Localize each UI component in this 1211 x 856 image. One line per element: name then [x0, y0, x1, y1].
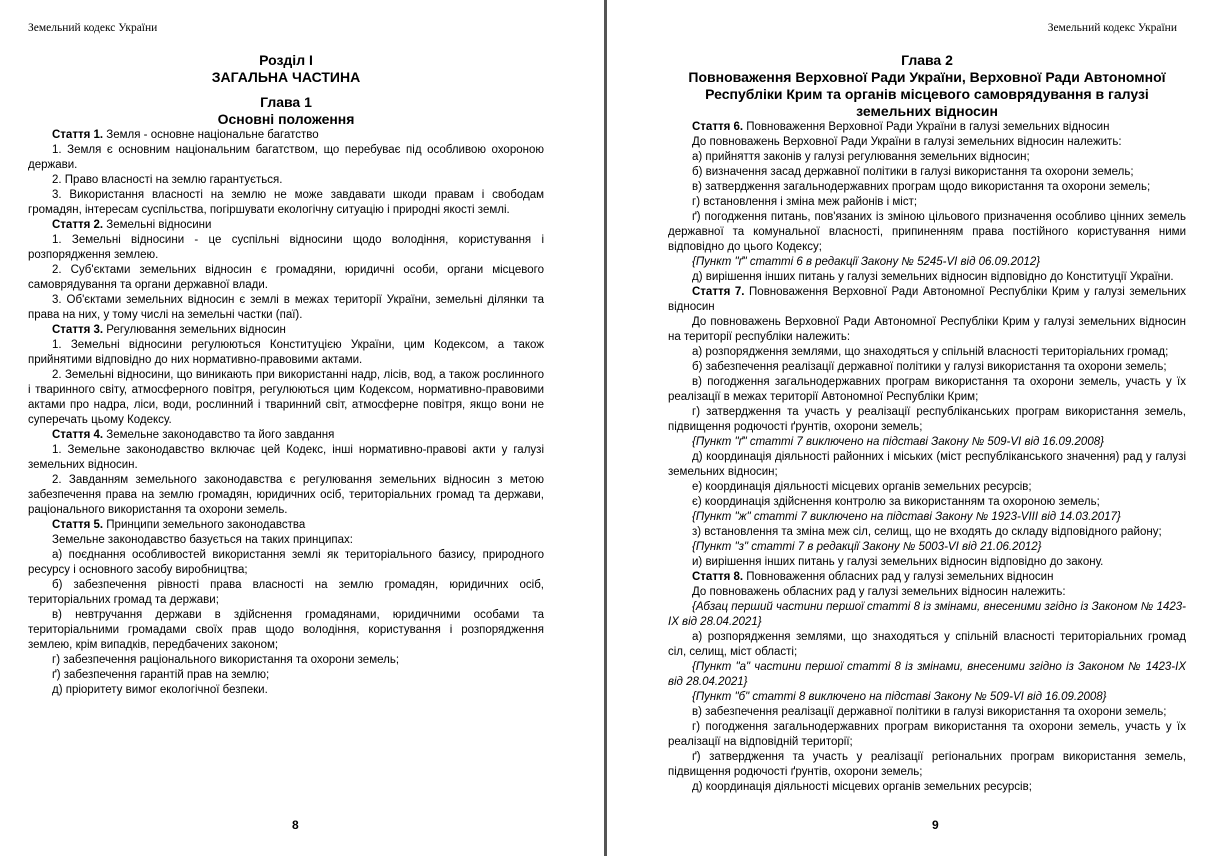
paragraph: 3. Об'єктами земельних відносин є землі в межах території України, земельні ділянки та права на них, у тому числі на земельні частки (паї).	[28, 294, 544, 321]
paragraph: 3. Використання власності на землю не може завдавати шкоди правам і свободам громадян, інтересам суспільства, погіршувати екологічну ситуацію і природні якості землі.	[28, 189, 544, 216]
article-heading	[28, 218, 544, 233]
amendment-note: {Пункт "з" статті 7 в редакції Закону № 5003-VI від 21.06.2012}	[692, 541, 1042, 553]
left-page-body	[28, 52, 544, 698]
paragraph: 1. Земельні відносини - це суспільні відносини щодо володіння, користування і розпорядження землею.	[28, 234, 544, 261]
paragraph: До повноважень обласних рад у галузі земельних відносин належить:	[692, 586, 1066, 598]
paragraph: є) координація здійснення контролю за використанням та охороною земель;	[692, 496, 1100, 508]
left-page	[0, 0, 604, 856]
paragraph: б) забезпечення рівності права власності на землю громадян, юридичних осіб, територіальних громад та держави;	[28, 579, 544, 606]
page-number: 8	[292, 818, 299, 832]
article-number: Стаття 8.	[692, 571, 744, 583]
paragraph: е) координація діяльності місцевих органів земельних ресурсів;	[692, 481, 1032, 493]
article-heading	[28, 323, 544, 338]
paragraph: ґ) затвердження та участь у реалізації регіональних програм використання земель, підвищення родючості ґрунтів, охорони земель;	[668, 751, 1186, 778]
article-title: Регулювання земельних відносин	[103, 324, 286, 336]
amendment-note: {Абзац перший частини першої статті 8 із змінами, внесеними згідно із Законом № 1423-IX від 28.04.2021}	[668, 601, 1186, 628]
running-head: Земельний кодекс України	[28, 22, 158, 34]
article-heading	[668, 285, 1186, 315]
article-number: Стаття 4.	[52, 429, 104, 441]
paragraph: в) затвердження загальнодержавних програм щодо використання та охорони земель;	[692, 181, 1151, 193]
chapter-title: Основні положення	[217, 111, 355, 127]
paragraph: д) вирішення інших питань у галузі земельних відносин відповідно до Конституції України.	[692, 271, 1174, 283]
paragraph: 2. Завданням земельного законодавства є регулювання земельних відносин з метою забезпечення права на землю громадян, юридичних осіб, територіальних громад та держави, раціонального використання та охорони земель.	[28, 474, 544, 516]
paragraph: б) забезпечення реалізації державної політики у галузі використання та охорони земель;	[692, 361, 1167, 373]
article-heading	[28, 518, 544, 533]
right-page-body	[668, 52, 1186, 795]
article-number: Стаття 5.	[52, 519, 104, 531]
amendment-note: {Пункт "ґ" статті 7 виключено на підставі Закону № 509-VI від 16.09.2008}	[692, 436, 1104, 448]
right-page	[607, 0, 1211, 856]
paragraph: д) координація діяльності місцевих органів земельних ресурсів;	[692, 781, 1032, 793]
paragraph: в) невтручання держави в здійснення громадянами, юридичними особами та територіальними громадами своїх прав щодо володіння, користування і розпорядження землею, крім випадків, передбачених законом;	[28, 609, 544, 651]
article-heading	[668, 120, 1186, 135]
amendment-note: {Пункт "а" частини першої статті 8 із змінами, внесеними згідно із Законом № 1423-IX від 28.04.2021}	[668, 661, 1186, 688]
chapter-heading: Глава 2	[901, 52, 953, 68]
paragraph: ґ) погодження питань, пов'язаних із зміною цільового призначення особливо цінних земель державної та комунальної власності, припиненням права постійного користування ними відповідно до цього Кодексу;	[668, 211, 1186, 253]
section-heading: Розділ І	[259, 52, 313, 68]
article-title: Повноваження Верховної Ради України в галузі земельних відносин	[743, 121, 1110, 133]
paragraph: 2. Право власності на землю гарантується.	[52, 174, 283, 186]
paragraph: 1. Земельні відносини регулюються Конституцією України, цим Кодексом, а також прийнятими відповідно до них нормативно-правовими актами.	[28, 339, 544, 366]
article-number: Стаття 3.	[52, 324, 104, 336]
paragraph: з) встановлення та зміна меж сіл, селищ, що не входять до складу відповідного району;	[692, 526, 1162, 538]
article-heading	[28, 128, 544, 143]
paragraph: До повноважень Верховної Ради України в галузі земельних відносин належить:	[692, 136, 1122, 148]
article-number: Стаття 2.	[52, 219, 104, 231]
paragraph: а) розпорядження землями, що знаходяться у спільній власності територіальних громад сіл, селищ, міст області;	[668, 631, 1186, 658]
article-number: Стаття 6.	[692, 121, 744, 133]
paragraph: г) погодження загальнодержавних програм використання та охорони земель, участь у їх реалізації на відповідній території;	[668, 721, 1186, 748]
article-title: Принципи земельного законодавства	[103, 519, 306, 531]
article-title: Повноваження обласних рад у галузі земельних відносин	[743, 571, 1054, 583]
paragraph: 2. Земельні відносини, що виникають при використанні надр, лісів, вод, а також рослинного і тваринного світу, атмосферного повітря, регулюються цим Кодексом, нормативно-правовими актами про надра, ліси, води, рослинний і тваринний світ, атмосферне повітря, якщо вони не суперечать цьому Кодексу.	[28, 369, 544, 426]
chapter-title: Повноваження Верховної Ради України, Верховної Ради Автономної Республіки Крим та органів місцевого самоврядування в галузі земельних відносин	[688, 69, 1166, 119]
paragraph: а) прийняття законів у галузі регулювання земельних відносин;	[692, 151, 1030, 163]
paragraph: а) розпорядження землями, що знаходяться у спільній власності територіальних громад;	[692, 346, 1169, 358]
paragraph: в) погодження загальнодержавних програм використання та охорони земель, участь у їх реалізації в межах території Автономної Республіки Крим;	[668, 376, 1186, 403]
paragraph: и) вирішення інших питань у галузі земельних відносин відповідно до закону.	[692, 556, 1104, 568]
paragraph: Земельне законодавство базується на таких принципах:	[52, 534, 353, 546]
paragraph: г) забезпечення раціонального використання та охорони земель;	[52, 654, 400, 666]
article-heading	[668, 570, 1186, 585]
article-title: Земельне законодавство та його завдання	[103, 429, 335, 441]
paragraph: а) поєднання особливостей використання землі як територіального базису, природного ресурсу і основного засобу виробництва;	[28, 549, 544, 576]
paragraph: 1. Земельне законодавство включає цей Кодекс, інші нормативно-правові акти у галузі земельних відносин.	[28, 444, 544, 471]
paragraph: г) затвердження та участь у реалізації республіканських програм використання земель, підвищення родючості ґрунтів, охорони земель;	[668, 406, 1186, 433]
article-title: Повноваження Верховної Ради Автономної Республіки Крим у галузі земельних відносин	[668, 286, 1187, 313]
paragraph: г) встановлення і зміна меж районів і міст;	[692, 196, 918, 208]
part-heading: ЗАГАЛЬНА ЧАСТИНА	[211, 69, 361, 85]
paragraph: в) забезпечення реалізації державної політики в галузі використання та охорони земель;	[692, 706, 1167, 718]
article-number: Стаття 1.	[52, 129, 104, 141]
paragraph: До повноважень Верховної Ради Автономної Республіки Крим у галузі земельних відносин на території республіки належить:	[668, 316, 1186, 343]
article-heading	[28, 428, 544, 443]
paragraph: д) пріоритету вимог екологічної безпеки.	[52, 684, 268, 696]
amendment-note: {Пункт "ґ" статті 6 в редакції Закону № 5245-VI від 06.09.2012}	[692, 256, 1041, 268]
article-title: Земля - основне національне багатство	[103, 129, 319, 141]
paragraph: 2. Суб'єктами земельних відносин є громадяни, юридичні особи, органи місцевого самоврядування та органи державної влади.	[28, 264, 544, 291]
article-text	[28, 128, 544, 698]
paragraph: ґ) забезпечення гарантій прав на землю;	[52, 669, 270, 681]
page-number: 9	[932, 818, 939, 832]
article-title: Земельні відносини	[103, 219, 212, 231]
article-number: Стаття 7.	[692, 286, 745, 298]
paragraph: д) координація діяльності районних і міських (міст республіканського значення) рад у галузі земельних відносин;	[668, 451, 1186, 478]
paragraph: б) визначення засад державної політики в галузі використання та охорони земель;	[692, 166, 1134, 178]
amendment-note: {Пункт "ж" статті 7 виключено на підставі Закону № 1923-VIII від 14.03.2017}	[692, 511, 1121, 523]
amendment-note: {Пункт "б" статті 8 виключено на підставі Закону № 509-VI від 16.09.2008}	[692, 691, 1107, 703]
chapter-heading: Глава 1	[260, 94, 312, 110]
running-head: Земельний кодекс України	[1047, 22, 1177, 34]
article-text	[668, 120, 1186, 795]
paragraph: 1. Земля є основним національним багатством, що перебуває під особливою охороною держави.	[28, 144, 544, 171]
